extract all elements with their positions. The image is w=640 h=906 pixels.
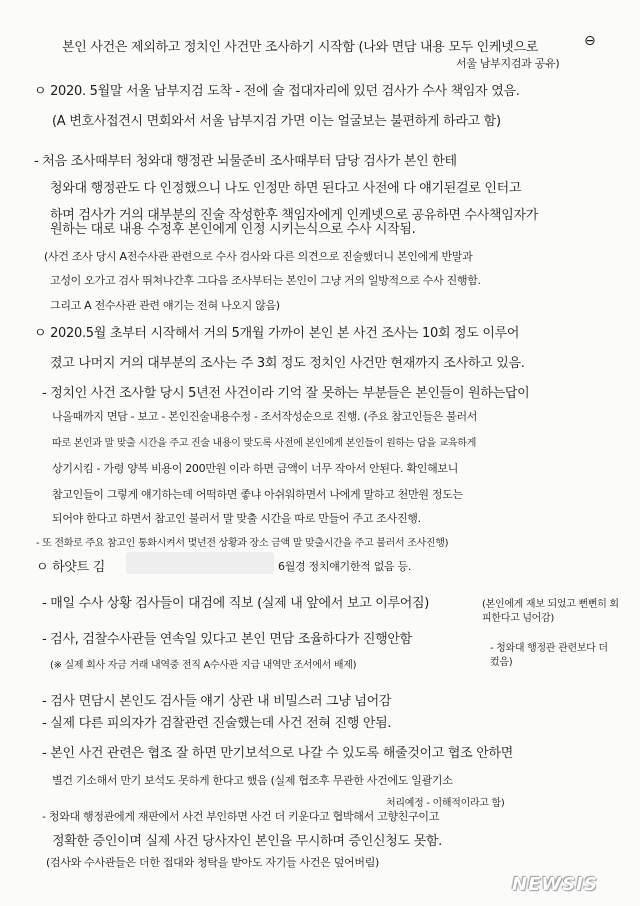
memo-line: 원하는 대로 내용 수정후 본인에게 인정 시키는식으로 수사 시작됨. bbox=[50, 222, 416, 237]
memo-line: - 검사 면담시 본인도 검사들 얘기 상관 내 비밀스러 그냥 넘어감 bbox=[42, 694, 392, 709]
memo-line: 나올때까지 면담 - 보고 - 본인진술내용수정 - 조서작성순으로 진행. (주요 참고인들은 불러서 bbox=[52, 410, 478, 423]
memo-line: 졌고 나머지 거의 대부분의 조사는 주 3회 정도 정치인 사건만 현재까지 조사하고 있음. bbox=[50, 356, 525, 371]
memo-heading-mark: ⊖ bbox=[584, 33, 596, 49]
memo-line: - 매일 수사 상황 검사들이 대검에 직보 (실제 내 앞에서 보고 이루어짐) bbox=[42, 596, 430, 611]
memo-line: - 본인 사건 관련은 협조 잘 하면 만기보석으로 나갈 수 있도록 해줄것이고 협조 안하면 bbox=[42, 746, 513, 761]
memo-line: - 청와대 행정관에게 재판에서 사건 부인하면 사건 더 키운다고 협박해서 고향친구이고 bbox=[42, 810, 440, 823]
memo-line: - 또 전화로 주요 참고인 통화시켜서 몇년전 상황과 장소 금액 말 맞출시간을 주고 불러서 조사진행) bbox=[36, 538, 449, 549]
memo-line: 따로 본인과 말 맞출 시간을 주고 진술 내용이 맞도록 사전에 본인에게 본인들이 원하는 답을 교육하게 bbox=[52, 438, 477, 449]
memo-line: (사건 조사 당시 A전수사관 관련으로 수사 검사와 다른 의견으로 진술했더니 본인에게 반말과 bbox=[44, 250, 473, 263]
memo-line: ㅇ 2020. 5월말 서울 남부지검 도착 - 전에 술 접대자리에 있던 검사가 수사 책임자 였음. bbox=[34, 84, 520, 99]
memo-line: ㅇ 하얏트 김 bbox=[36, 560, 105, 575]
memo-line: 하며 검사가 거의 대부분의 진술 작성한후 책임자에게 인케넷으로 공유하면 수사책임자가 bbox=[50, 208, 539, 223]
memo-line: 처리예정 - 이해적이라고 함) bbox=[386, 798, 505, 809]
memo-line: 참고인들이 그렇게 얘기하는데 어떡하면 좋냐 아쉬워하면서 나에게 말하고 천만원 정도는 bbox=[52, 488, 463, 501]
memo-line: - 실제 다른 피의자가 검찰관련 진술했는데 사건 전혀 진행 안됨. bbox=[42, 716, 392, 731]
memo-line: 그리고 A 전수사관 관련 얘기는 전혀 나오지 않음) bbox=[50, 299, 280, 312]
memo-line: (※ 실제 회사 자금 거래 내역중 전직 A수사관 지급 내역만 조서에서 배제) bbox=[50, 660, 357, 671]
newsis-watermark: NEWSIS bbox=[512, 874, 598, 895]
memo-margin-note: (본인에게 재보 되었고 뻔뻔히 회피한다고 넘어감) bbox=[482, 599, 619, 624]
memo-line: - 처음 조사때부터 청와대 행정관 뇌물준비 조사때부터 담당 검사가 본인 한테 bbox=[34, 154, 457, 169]
memo-line: 별건 기소해서 만기 보석도 못하게 한다고 했음 (실제 협조후 무관한 사건에도 일괄기소 bbox=[52, 774, 453, 787]
memo-line: - 검사, 검찰수사관들 연속일 있다고 본인 면담 조율하다가 진행안함 bbox=[42, 632, 412, 647]
memo-line: 정확한 증인이며 실제 사건 당사자인 본인을 무시하며 증인신청도 못함. bbox=[52, 834, 442, 849]
memo-line: (검사와 수사관들은 더한 접대와 청탁을 받아도 자기들 사건은 덮어버림) bbox=[46, 856, 380, 869]
memo-line: - 정치인 사건 조사할 당시 5년전 사건이라 기억 잘 못하는 부분들은 본인들이 원하는답이 bbox=[42, 386, 530, 401]
memo-line: 되어야 한다고 하면서 참고인 불러서 말 맞출 시간을 따로 만들어 주고 조사진행. bbox=[52, 512, 421, 525]
redacted-name-blur bbox=[126, 552, 274, 574]
memo-line: 6월경 정치얘기한적 없음 등. bbox=[278, 560, 412, 573]
memo-heading-sub: 서울 남부지검과 공유) bbox=[456, 57, 560, 70]
memo-line: 청와대 행정관도 다 인정했으니 나도 인정만 하면 된다고 사전에 다 얘기된걸로 인터고 bbox=[50, 181, 522, 196]
memo-line: ㅇ 2020.5월 초부터 시작해서 거의 5개월 가까이 본인 본 사건 조사는 10회 정도 이루어 bbox=[34, 326, 520, 341]
memo-heading: 본인 사건은 제외하고 정치인 사건만 조사하기 시작함 (나와 면담 내용 모두 인케넷으로 bbox=[62, 40, 538, 55]
memo-margin-note: - 청와대 행정관 관련보다 더 컸음) bbox=[490, 643, 608, 668]
memo-line: (A 변호사접견시 면회와서 서울 남부지검 가면 이는 얼굴보는 불편하게 하라고 함) bbox=[52, 114, 501, 129]
memo-line: 상기시킴 - 가령 양복 비용이 200만원 이라 하면 금액이 너무 작아서 안된다. 확인해보니 bbox=[52, 462, 459, 475]
memo-line: 고성이 오가고 검사 뛰쳐나간후 그다음 조사부터는 본인이 그냥 거의 일방적으로 수사 진행함. bbox=[50, 274, 481, 287]
